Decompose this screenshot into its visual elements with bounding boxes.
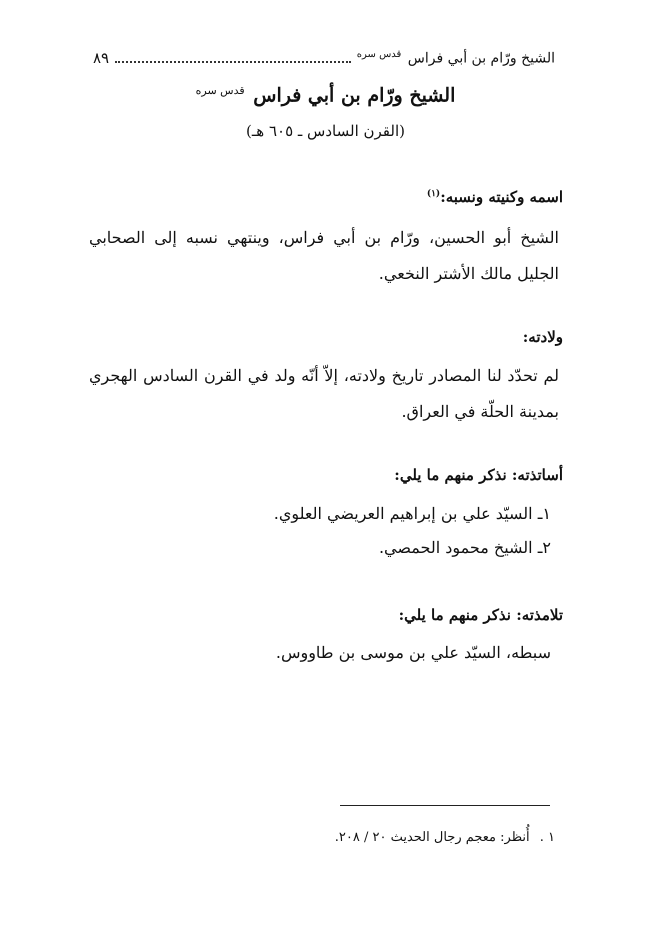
honorific-mark: قدس سره (356, 49, 402, 61)
section-heading-name-text: اسمه وكنيته ونسبه: (440, 188, 563, 206)
section-text-birth: لم تحدّد لنا المصادر تاريخ ولادته، إلاّ أنّه ولد في القرن السادس الهجري بمدينة الحلّة في العراق. (89, 366, 559, 421)
section-heading-birth: ولادته: (522, 328, 563, 346)
dotted-leader (115, 61, 351, 63)
teacher-item-2: ٢ـ الشيخ محمود الحمصي. (378, 538, 551, 557)
footnote-number: ١ . (539, 830, 555, 845)
chapter-title (0, 84, 651, 106)
running-title-text: الشيخ ورّام بن أبي فراس (407, 50, 555, 67)
chapter-title-text: الشيخ ورّام بن أبي فراس (253, 84, 456, 107)
section-text-name: الشيخ أبو الحسين، ورّام بن أبي فراس، وينتهي نسبه إلى الصحابي الجليل مالك الأشتر النخعي. (89, 228, 559, 283)
running-title (357, 49, 555, 67)
footnote (335, 830, 555, 845)
teacher-item-1: ١ـ السيّد علي بن إبراهيم العريضي العلوي. (273, 504, 551, 523)
footnote-text: أُنظر: معجم رجال الحديث ٢٠ / ٢٠٨. (334, 830, 530, 845)
chapter-subtitle: (القرن السادس ـ ٦٠٥ هـ) (246, 122, 405, 140)
title-honorific: قدس سره (195, 84, 245, 97)
footnote-ref: (١) (426, 189, 441, 199)
footnote-divider (340, 805, 550, 806)
section-heading-teachers: أساتذته: نذكر منهم ما يلي: (394, 466, 563, 484)
section-heading-name (427, 188, 563, 206)
section-heading-students: تلامذته: نذكر منهم ما يلي: (398, 606, 563, 624)
running-header (85, 44, 555, 72)
page-number: ٨٩ (93, 49, 110, 67)
student-item: سبطه، السيّد علي بن موسى بن طاووس. (275, 643, 551, 662)
